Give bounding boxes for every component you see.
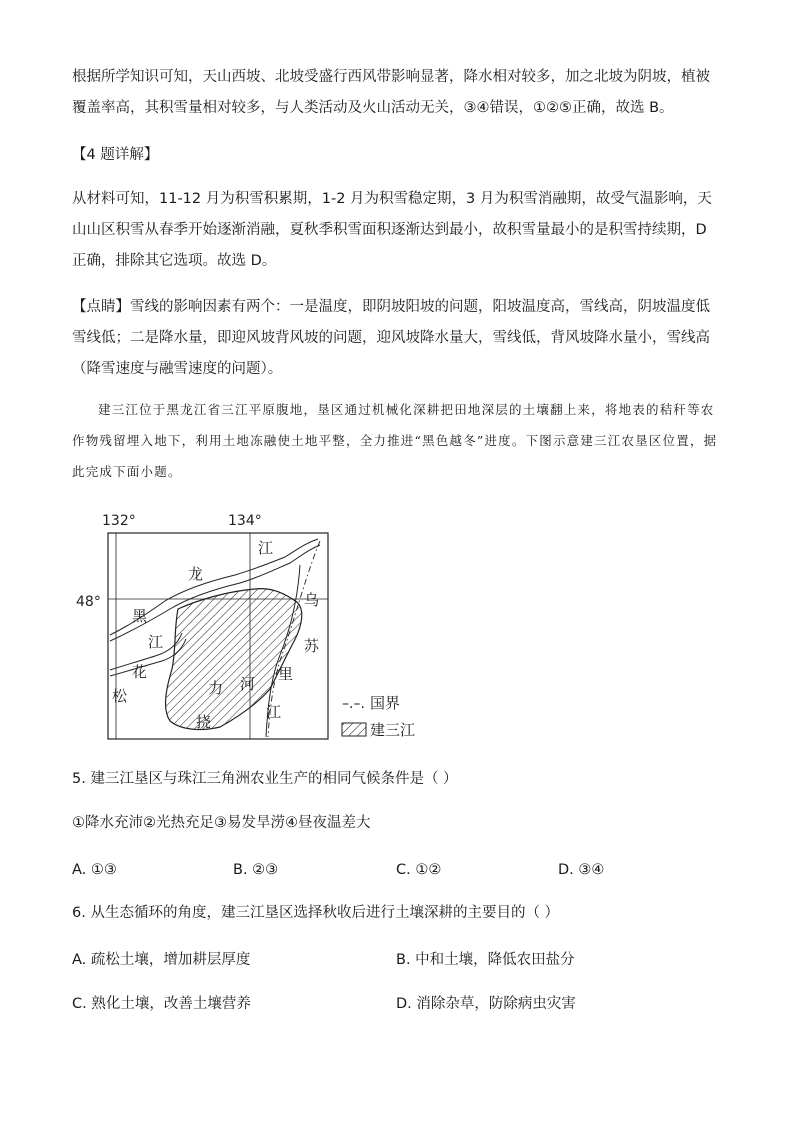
q5-conditions: ①降水充沛②光热充足③易发旱涝④昼夜温差大 [72,815,371,831]
latitude-label-48: 48° [76,594,101,610]
q6-option-c[interactable]: C. 熟化土壤，改善土壤营养 [72,996,251,1012]
longitude-label-134: 134° [228,513,262,529]
map-char-long: 龙 [188,565,204,583]
q4-heading: 【4 题详解】 [72,147,159,163]
analysis-q4: 从材料可知，11-12 月为积雪积累期，1-2 月为积雪稳定期，3 月为积雪消融期，故受气温影响，天山山区积雪从春季开始逐渐消融，夏秋季积雪面积逐渐达到最小，故积雪量最小的是积雪持续期，D 正确，排除其它选项。故选 D。 [72,191,712,269]
q5-stem: 5. 建三江垦区与珠江三角洲农业生产的相同气候条件是（ ） [72,771,458,787]
map-char-hei: 黑 [132,607,148,625]
q5-option-c[interactable]: C. ①② [396,862,442,878]
map-char-song: 松 [112,687,128,705]
q6-option-b[interactable]: B. 中和土壤，降低农田盐分 [396,952,575,968]
map-char-jiang-left: 江 [148,633,164,651]
legend-border-label: 国界 [370,694,401,712]
legend-area-swatch [342,723,366,736]
map-char-su: 苏 [304,637,320,655]
q5-option-b[interactable]: B. ②③ [233,862,279,878]
map-char-nao: 挠 [196,713,212,731]
jiansanjiang-location-map [70,505,450,745]
material-paragraph: 建三江位于黑龙江省三江平原腹地，垦区通过机械化深耕把田地深层的土壤翻上来，将地表的秸秆等农作物残留埋入地下，利用土地冻融使土地平整，全力推进“黑色越冬”进度。下图示意建三江农垦区位置，据此完成下面小题。 [72,402,718,479]
analysis-q3: 根据所学知识可知，天山西坡、北坡受盛行西风带影响显著，降水相对较多，加之北坡为阴坡，植被覆盖率高，其积雪量相对较多，与人类活动及火山活动无关，③④错误，①②⑤正确，故选 B。 [72,69,710,116]
legend-area-label: 建三江 [370,721,416,739]
q5-option-d[interactable]: D. ③④ [558,862,605,878]
q5-option-a[interactable]: A. ①③ [72,862,117,878]
map-char-hua: 花 [132,663,148,681]
q6-option-d[interactable]: D. 消除杂草，防除病虫灾害 [396,996,576,1012]
q6-option-a[interactable]: A. 疏松土壤，增加耕层厚度 [72,952,251,968]
key-point-comment: 【点睛】雪线的影响因素有两个：一是温度，即阴坡阳坡的问题，阳坡温度高，雪线高，阴坡温度低雪线低；二是降水量，即迎风坡背风坡的问题，迎风坡降水量大，雪线低，背风坡降水量小，雪线高（降雪速度与融雪速度的问题）。 [72,299,710,377]
jiansanjiang-area [166,589,302,730]
map-char-li: 力 [208,679,224,697]
longitude-label-132: 132° [102,513,136,529]
map-char-jiang-bottom: 江 [266,703,282,721]
map-char-jiang-top: 江 [258,539,274,557]
map-char-wu: 乌 [304,591,320,609]
map-char-he: 河 [240,675,256,693]
legend-border-symbol: –.–. [342,696,365,712]
q6-stem: 6. 从生态循环的角度，建三江垦区选择秋收后进行土壤深耕的主要目的（ ） [72,905,560,921]
map-char-li2: 里 [278,665,294,683]
